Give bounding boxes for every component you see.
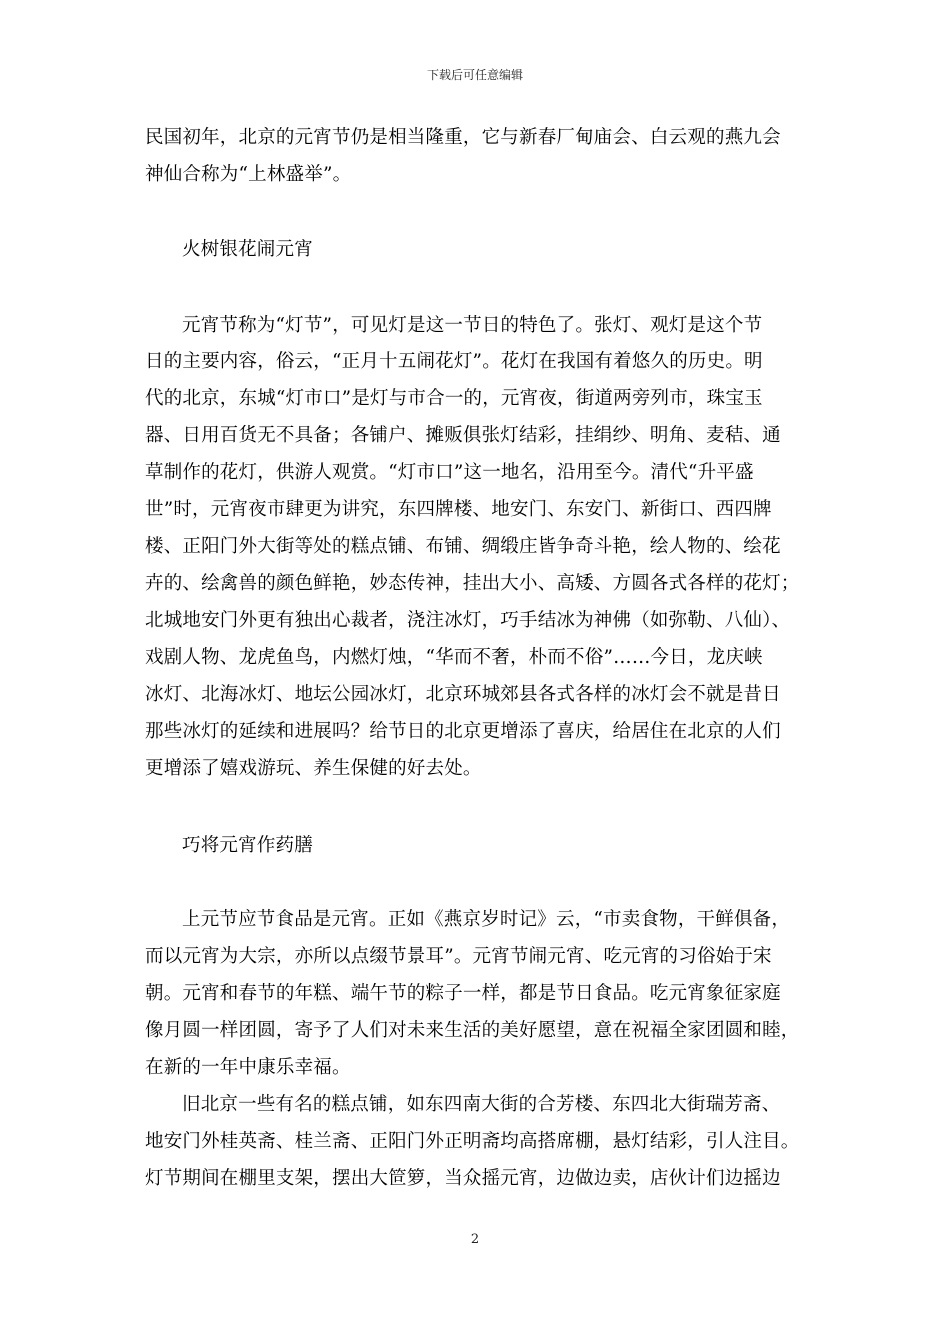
page-number: 2 <box>470 1232 480 1247</box>
body-line: 戏剧人物、龙虎鱼鸟，内燃灯烛，“华而不奢，朴而不俗”……今日，龙庆峡 <box>145 647 763 668</box>
body-line: 而以元宵为大宗，亦所以点缀节景耳”。元宵节闹元宵、吃元宵的习俗始于宋 <box>145 946 772 967</box>
body-line: 草制作的花灯，供游人观赏。“灯市口”这一地名，沿用至今。清代“升平盛 <box>145 462 754 483</box>
section-heading: 巧将元宵作药膳 <box>182 835 313 856</box>
body-line: 神仙合称为“上林盛举”。 <box>145 164 352 185</box>
body-line: 上元节应节食品是元宵。正如《燕京岁时记》云，“市卖食物，干鲜俱备， <box>182 909 791 930</box>
body-line: 楼、正阳门外大街等处的糕点铺、布铺、绸缎庄皆争奇斗艳，绘人物的、绘花 <box>145 536 781 557</box>
body-line: 像月圆一样团圆，寄予了人们对未来生活的美好愿望，意在祝福全家团圆和睦， <box>145 1020 800 1041</box>
body-line: 那些冰灯的延续和进展吗？给节日的北京更增添了喜庆，给居住在北京的人们 <box>145 721 781 742</box>
body-line: 朝。元宵和春节的年糕、端午节的粽子一样，都是节日食品。吃元宵象征家庭 <box>145 983 781 1004</box>
body-line: 旧北京一些有名的糕点铺，如东四南大街的合芳楼、东四北大街瑞芳斋、 <box>182 1094 781 1115</box>
section-heading: 火树银花闹元宵 <box>182 239 313 260</box>
body-line: 北城地安门外更有独出心裁者，浇注冰灯，巧手结冰为神佛（如弥勒、八仙）、 <box>145 610 791 631</box>
body-line: 冰灯、北海冰灯、地坛公园冰灯，北京环城郊县各式各样的冰灯会不就是昔日 <box>145 684 781 705</box>
body-line: 民国初年，北京的元宵节仍是相当隆重，它与新春厂甸庙会、白云观的燕九会 <box>145 127 781 148</box>
body-line: 日的主要内容，俗云，“正月十五闹花灯”。花灯在我国有着悠久的历史。明 <box>145 351 763 372</box>
body-line: 器、日用百货无不具备；各铺户、摊贩俱张灯结彩，挂绢纱、明角、麦秸、通 <box>145 425 781 446</box>
body-line: 代的北京，东城“灯市口”是灯与市合一的，元宵夜，街道两旁列市，珠宝玉 <box>145 388 763 409</box>
body-line: 地安门外桂英斋、桂兰斋、正阳门外正明斋均高搭席棚，悬灯结彩，引人注目。 <box>145 1131 800 1152</box>
body-line: 卉的、绘禽兽的颜色鲜艳，妙态传神，挂出大小、高矮、方圆各式各样的花灯； <box>145 573 800 594</box>
body-line: 灯节期间在棚里支架，摆出大笸箩，当众摇元宵，边做边卖，店伙计们边摇边 <box>145 1168 781 1189</box>
body-line: 在新的一年中康乐幸福。 <box>145 1057 351 1078</box>
body-line: 世”时，元宵夜市肆更为讲究，东四牌楼、地安门、东安门、新街口、西四牌 <box>145 499 772 520</box>
body-line: 元宵节称为“灯节”，可见灯是这一节日的特色了。张灯、观灯是这个节 <box>182 315 763 336</box>
page-header: 下载后可任意编辑 <box>426 68 523 82</box>
body-line: 更增添了嬉戏游玩、养生保健的好去处。 <box>145 758 482 779</box>
